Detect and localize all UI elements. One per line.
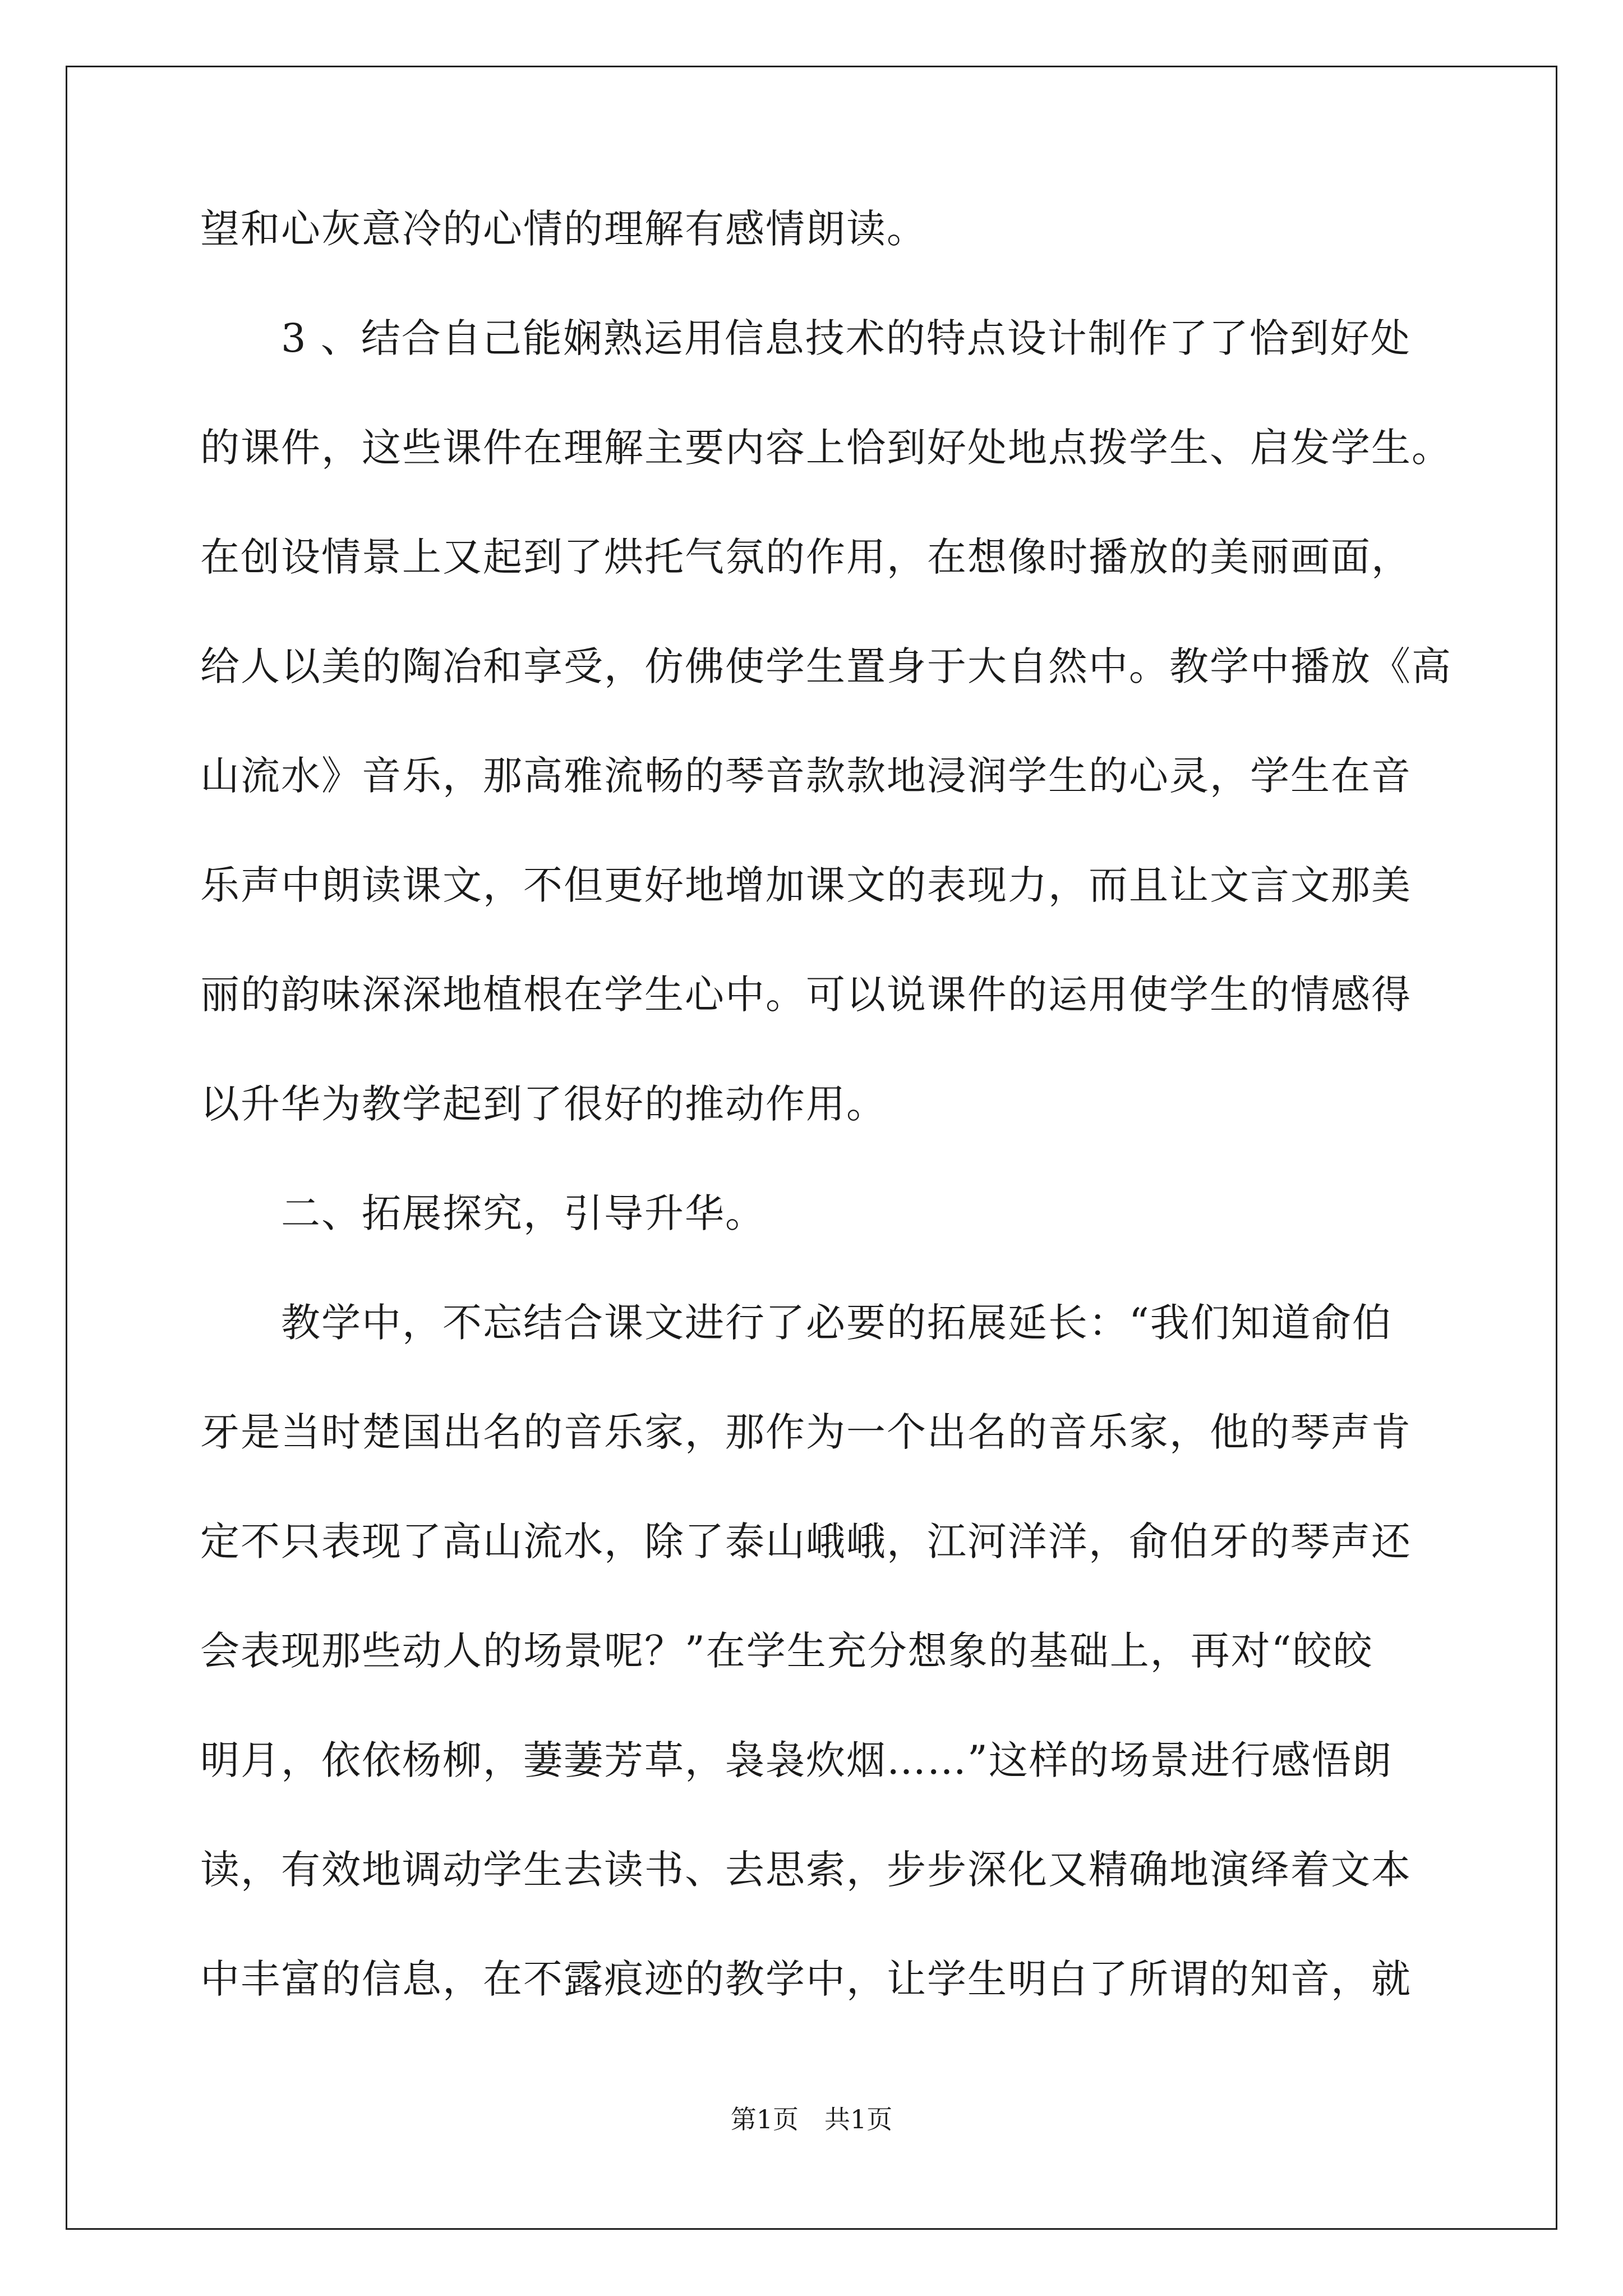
page-border [66, 66, 1557, 2230]
section-heading: 二、拓展探究，引导升华。 [200, 1190, 766, 1236]
body-text-line: 在创设情景上又起到了烘托气氛的作用，在想像时播放的美丽画面， [200, 534, 1412, 580]
body-text-line: 的课件，这些课件在理解主要内容上恰到好处地点拨学生、启发学生。 [200, 425, 1452, 471]
body-text-line: 读，有效地调动学生去读书、去思索，步步深化又精确地演绎着文本 [200, 1847, 1412, 1893]
body-text-line: 教学中，不忘结合课文进行了必要的拓展延长：“我们知道俞伯 [200, 1300, 1393, 1346]
body-text-line: 3 、结合自己能娴熟运用信息技术的特点设计制作了了恰到好处 [200, 315, 1411, 361]
body-text-line: 牙是当时楚国出名的音乐家，那作为一个出名的音乐家，他的琴声肯 [200, 1409, 1412, 1455]
body-text-line: 中丰富的信息，在不露痕迹的教学中，让学生明白了所谓的知音，就 [200, 1956, 1412, 2002]
body-text-line: 望和心灰意冷的心情的理解有感情朗读。 [200, 206, 927, 252]
body-text-line: 明月，依依杨柳，萋萋芳草，袅袅炊烟……”这样的场景进行感悟朗 [200, 1737, 1393, 1783]
body-text-line: 给人以美的陶冶和享受，仿佛使学生置身于大自然中。教学中播放《高 [200, 643, 1452, 689]
body-text-line: 会表现那些动人的场景呢？”在学生充分想象的基础上，再对“皎皎 [200, 1628, 1373, 1674]
body-text-line: 山流水》音乐，那高雅流畅的琴音款款地浸润学生的心灵，学生在音 [200, 753, 1412, 799]
body-text-line: 以升华为教学起到了很好的推动作用。 [200, 1081, 887, 1127]
body-text-line: 定不只表现了高山流水，除了泰山峨峨，江河洋洋，俞伯牙的琴声还 [200, 1519, 1412, 1565]
body-text-line: 乐声中朗读课文，不但更好地增加课文的表现力，而且让文言文那美 [200, 862, 1412, 908]
body-text-line: 丽的韵味深深地植根在学生心中。可以说课件的运用使学生的情感得 [200, 972, 1412, 1018]
page-number-footer: 第1页 共1页 [730, 2104, 893, 2134]
